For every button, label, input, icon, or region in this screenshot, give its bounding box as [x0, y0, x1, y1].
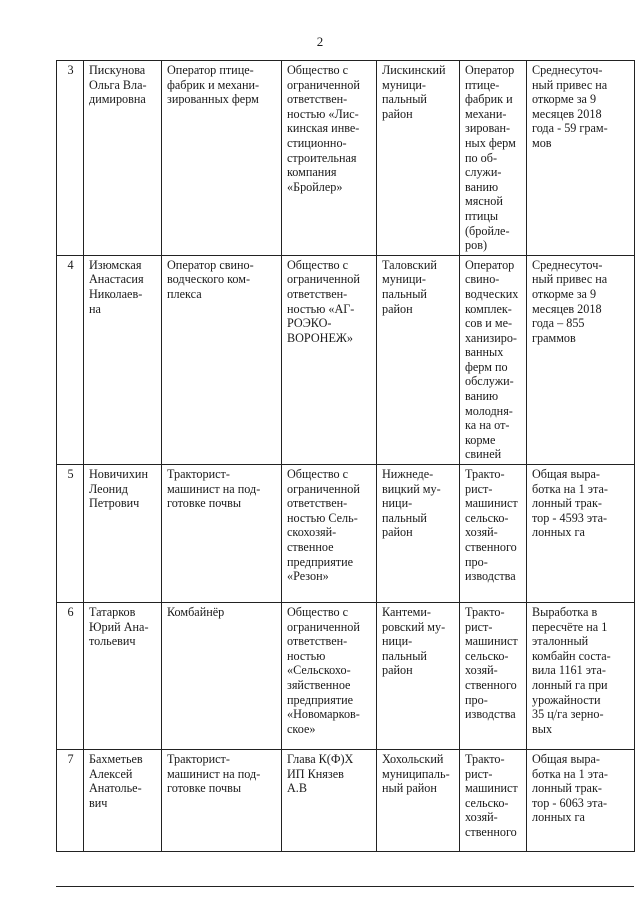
person-name: Новичихин Леонид Петрович	[84, 465, 162, 603]
page-bottom-rule	[56, 886, 634, 887]
person-name: Изюмская Анастасия Николаев- на	[84, 255, 162, 464]
row-number: 7	[57, 750, 84, 852]
person-name: Бахметьев Алексей Анатолье- вич	[84, 750, 162, 852]
table-row	[57, 255, 635, 464]
profession: Тракторист- машинист на под- готовке почвы	[162, 750, 282, 852]
person-name: Пискунова Ольга Вла- димировна	[84, 61, 162, 256]
district: Хохольский муниципаль- ный район	[377, 750, 460, 852]
organization: Общество с ограниченной ответствен- ностью Сель- скохозяй- ственное предприятие «Резон»	[282, 465, 377, 603]
result: Среднесуточ- ный привес на откорме за 9 месяцев 2018 года – 855 граммов	[527, 255, 635, 464]
profession: Тракторист- машинист на под- готовке почвы	[162, 465, 282, 603]
result: Выработка в пересчёте на 1 эталонный комбайн соста- вила 1161 эта- лонный га при урожайности 35 ц/га зерно- вых	[527, 603, 635, 750]
table-row	[57, 603, 635, 750]
organization: Глава К(Ф)Х ИП Князев А.В	[282, 750, 377, 852]
person-name: Татарков Юрий Ана- тольевич	[84, 603, 162, 750]
profession: Оператор птице- фабрик и механи- зированных ферм	[162, 61, 282, 256]
district: Таловский муници- пальный район	[377, 255, 460, 464]
position: Тракто- рист- машинист сельско- хозяй- ственного про- изводства	[460, 465, 527, 603]
profession: Оператор свино- водческого ком- плекса	[162, 255, 282, 464]
district: Лискинский муници- пальный район	[377, 61, 460, 256]
table-row	[57, 465, 635, 603]
result: Общая выра- ботка на 1 эта- лонный трак- тор - 4593 эта- лонных га	[527, 465, 635, 603]
row-number: 5	[57, 465, 84, 603]
result: Среднесуточ- ный привес на откорме за 9 месяцев 2018 года - 59 грам- мов	[527, 61, 635, 256]
row-number: 6	[57, 603, 84, 750]
position: Тракто- рист- машинист сельско- хозяй- ственного про- изводства	[460, 603, 527, 750]
result: Общая выра- ботка на 1 эта- лонный трак- тор - 6063 эта- лонных га	[527, 750, 635, 852]
position: Тракто- рист- машинист сельско- хозяй- ственного	[460, 750, 527, 852]
table-row	[57, 750, 635, 852]
profession: Комбайнёр	[162, 603, 282, 750]
position: Оператор свино- водческих комплек- сов и ме- ханизиро- ванных ферм по обслужи- ванию молодня- ка на от- корме свиней	[460, 255, 527, 464]
table-row	[57, 61, 635, 256]
row-number: 3	[57, 61, 84, 256]
district: Нижнеде- вицкий му- ници- пальный район	[377, 465, 460, 603]
awards-table	[56, 60, 635, 852]
row-number: 4	[57, 255, 84, 464]
organization: Общество с ограниченной ответствен- ностью «Сельскохо- зяйственное предприятие «Новомарков- ское»	[282, 603, 377, 750]
organization: Общество с ограниченной ответствен- ностью «Лис- кинская инве- стиционно- строительная компания «Бройлер»	[282, 61, 377, 256]
position: Оператор птице- фабрик и механи- зирован- ных ферм по об- служи- ванию мясной птицы (бройле- ров)	[460, 61, 527, 256]
organization: Общество с ограниченной ответствен- ностью «АГ- РОЭКО- ВОРОНЕЖ»	[282, 255, 377, 464]
page-number: 2	[316, 34, 324, 49]
district: Кантеми- ровский му- ници- пальный район	[377, 603, 460, 750]
